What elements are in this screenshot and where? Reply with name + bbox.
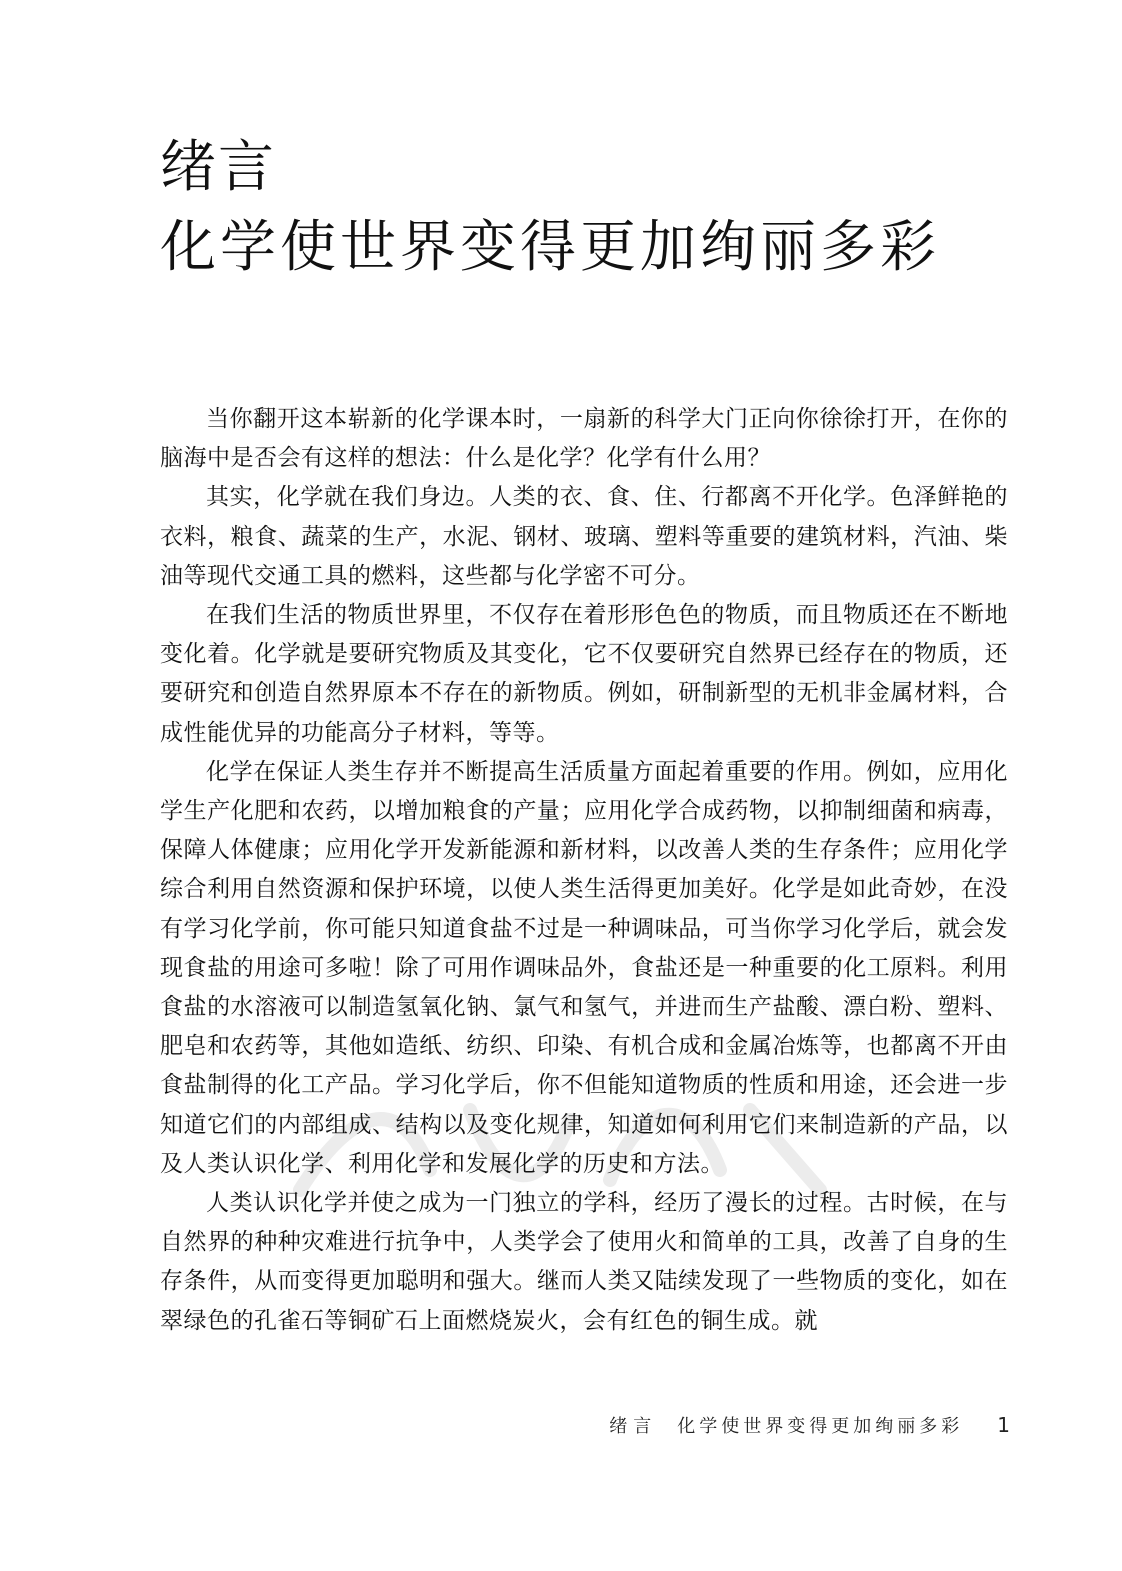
footer-chapter-label: 绪言 (609, 1416, 658, 1437)
running-footer (609, 1412, 1010, 1438)
paragraph-3: 在我们生活的物质世界里，不仅存在着形形色色的物质，而且物质还在不断地变化着。化学就是要研究物质及其变化，它不仅要研究自然界已经存在的物质，还要研究和创造自然界原本不存在的新物质。例如，研制新型的无机非金属材料，合成性能优异的功能高分子材料，等等。 (160, 602, 1008, 746)
paragraph-2: 其实，化学就在我们身边。人类的衣、食、住、行都离不开化学。色泽鲜艳的衣料，粮食、蔬菜的生产，水泥、钢材、玻璃、塑料等重要的建筑材料，汽油、柴油等现代交通工具的燃料，这些都与化学密不可分。 (160, 484, 1008, 589)
page-number: 1 (997, 1413, 1010, 1437)
footer-chapter-title: 化学使世界变得更加绚丽多彩 (677, 1416, 964, 1437)
chapter-label: 绪言 (160, 135, 276, 200)
chapter-title: 化学使世界变得更加绚丽多彩 (160, 215, 940, 280)
paragraph-5: 人类认识化学并使之成为一门独立的学科，经历了漫长的过程。古时候，在与自然界的种种灾难进行抗争中，人类学会了使用火和简单的工具，改善了自身的生存条件，从而变得更加聪明和强大。继而人类又陆续发现了一些物质的变化，如在翠绿色的孔雀石等铜矿石上面燃烧炭火，会有红色的铜生成。就 (160, 1190, 1008, 1334)
body-text (160, 400, 1008, 1341)
paragraph-1: 当你翻开这本崭新的化学课本时，一扇新的科学大门正向你徐徐打开，在你的脑海中是否会有这样的想法：什么是化学？化学有什么用？ (160, 406, 1008, 472)
chapter-heading (160, 128, 940, 288)
paragraph-4: 化学在保证人类生存并不断提高生活质量方面起着重要的作用。例如，应用化学生产化肥和农药，以增加粮食的产量；应用化学合成药物，以抑制细菌和病毒，保障人体健康；应用化学开发新能源和新材料，以改善人类的生存条件；应用化学综合利用自然资源和保护环境，以使人类生活得更加美好。化学是如此奇妙，在没有学习化学前，你可能只知道食盐不过是一种调味品，可当你学习化学后，就会发现食盐的用途可多啦！除了可用作调味品外，食盐还是一种重要的化工原料。利用食盐的水溶液可以制造氢氧化钠、氯气和氢气，并进而生产盐酸、漂白粉、塑料、肥皂和农药等，其他如造纸、纺织、印染、有机合成和金属冶炼等，也都离不开由食盐制得的化工产品。学习化学后，你不但能知道物质的性质和用途，还会进一步知道它们的内部组成、结构以及变化规律，知道如何利用它们来制造新的产品，以及人类认识化学、利用化学和发展化学的历史和方法。 (160, 758, 1008, 1177)
